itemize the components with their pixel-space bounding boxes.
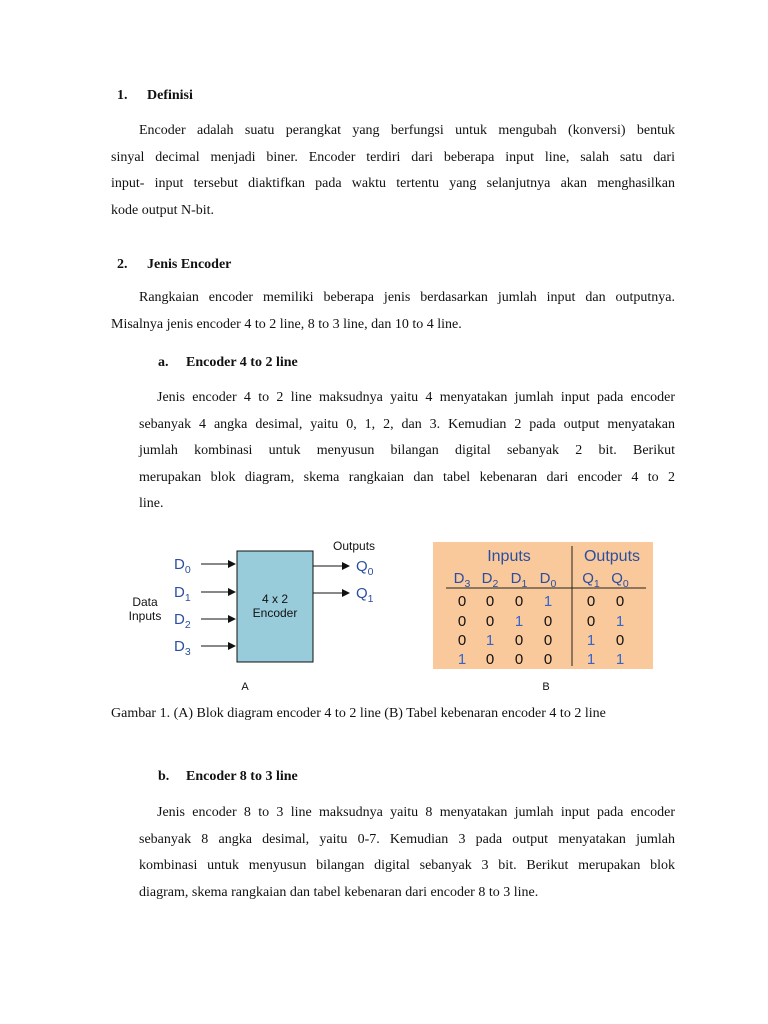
table-cell: 0	[514, 651, 524, 668]
paragraph-line: Jenis encoder 4 to 2 line maksudnya yaitu 4 menyatakan jumlah input pada encoder	[157, 390, 675, 405]
encoder-box-label: Encoder	[252, 606, 298, 620]
subsection-title: Encoder 8 to 3 line	[186, 769, 298, 784]
table-cell: 0	[457, 632, 467, 649]
paragraph-line: Jenis encoder 8 to 3 line maksudnya yaitu 8 menyatakan jumlah input pada encoder	[157, 805, 675, 820]
column-header-q1: $Q_1$	[582, 570, 600, 591]
figure-label-a: A	[241, 681, 249, 693]
table-cell: 1	[514, 613, 524, 630]
input-label-d2: $D_2$	[174, 611, 191, 632]
subsection-b-paragraph	[139, 800, 675, 906]
outputs-header: Outputs	[583, 548, 641, 565]
table-cell: 0	[514, 593, 524, 610]
table-cell: 1	[615, 613, 625, 630]
input-label-d0: $D_0$	[174, 556, 191, 577]
table-cell: 1	[457, 651, 467, 668]
table-cell: 0	[615, 593, 625, 610]
inputs-header: Inputs	[487, 548, 531, 565]
paragraph-line: diagram, skema rangkaian dan tabel kebenaran dari encoder 8 to 3 line.	[139, 884, 539, 900]
table-cell: 1	[543, 593, 553, 610]
encoder-box-label: 4 x 2	[261, 592, 289, 606]
table-cell: 0	[485, 593, 495, 610]
column-header-d3: $D_3$	[453, 570, 471, 591]
table-cell: 0	[457, 593, 467, 610]
subsection-a-heading	[158, 355, 298, 371]
output-label-q0: $Q_0$	[356, 558, 374, 579]
output-label-q1: $Q_1$	[356, 585, 374, 606]
subsection-letter: b.	[158, 769, 170, 784]
table-cell: 0	[586, 613, 596, 630]
paragraph-line: kode output N-bit.	[111, 202, 215, 218]
subsection-b-heading	[158, 769, 298, 785]
paragraph-line: Encoder adalah suatu perangkat yang berfungsi untuk mengubah (konversi) bentuk	[139, 123, 675, 138]
paragraph-line: Misalnya jenis encoder 4 to 2 line, 8 to 3 line, dan 10 to 4 line.	[111, 316, 462, 332]
section-2-paragraph	[111, 285, 675, 338]
section-title: Definisi	[147, 88, 193, 103]
table-cell: 0	[543, 613, 553, 630]
table-cell: 0	[457, 613, 467, 630]
table-cell: 1	[485, 632, 495, 649]
paragraph-line: merupakan blok diagram, skema rangkaian dan tabel kebenaran dari encoder 4 to 2	[139, 469, 675, 485]
subsection-letter: a.	[158, 355, 169, 370]
table-cell: 0	[586, 593, 596, 610]
table-cell: 0	[485, 651, 495, 668]
data-inputs-label: Data	[132, 595, 158, 609]
column-header-d0: $D_0$	[539, 570, 557, 591]
section-number: 2.	[117, 257, 128, 272]
paragraph-line: sebanyak 8 angka desimal, yaitu 0-7. Kemudian 3 pada output menyatakan jumlah	[139, 831, 675, 847]
block-diagram	[120, 536, 410, 704]
table-cell: 1	[615, 651, 625, 668]
table-cell: 0	[615, 632, 625, 649]
paragraph-line: sinyal decimal menjadi biner. Encoder terdiri dari beberapa input line, salah satu dari	[111, 149, 675, 165]
paragraph-line: sebanyak 4 angka desimal, yaitu 0, 1, 2, dan 3. Kemudian 2 pada output menyatakan	[139, 416, 675, 432]
table-cell: 1	[586, 632, 596, 649]
paragraph-line: line.	[139, 496, 164, 511]
outputs-label: Outputs	[333, 539, 376, 553]
subsection-a-paragraph	[139, 385, 675, 518]
table-cell: 0	[485, 613, 495, 630]
paragraph-line: Rangkaian encoder memiliki beberapa jenis berdasarkan jumlah input dan outputnya.	[139, 290, 675, 305]
figure-label-b: B	[542, 681, 550, 693]
table-cell: 0	[543, 651, 553, 668]
input-label-d3: $D_3$	[174, 638, 191, 659]
table-cell: 1	[586, 651, 596, 668]
input-label-d1: $D_1$	[174, 584, 191, 605]
table-cell: 0	[543, 632, 553, 649]
section-2-heading	[117, 257, 231, 273]
paragraph-line: input- input tersebut diaktifkan pada waktu tertentu yang selanjutnya akan menghasilkan	[111, 176, 675, 191]
figure-caption: Gambar 1. (A) Blok diagram encoder 4 to 2 line (B) Tabel kebenaran encoder 4 to 2 line	[111, 706, 606, 721]
truth-table	[430, 540, 660, 700]
section-number: 1.	[117, 88, 128, 103]
column-header-d2: $D_2$	[481, 570, 499, 591]
paragraph-line: kombinasi untuk menyusun bilangan digital sebanyak 3 bit. Berikut merupakan blok	[139, 858, 675, 873]
column-header-d1: $D_1$	[510, 570, 528, 591]
table-cell: 0	[514, 632, 524, 649]
data-inputs-label: Inputs	[128, 609, 162, 623]
section-1-heading	[117, 88, 193, 104]
paragraph-line: jumlah kombinasi untuk menyusun bilangan digital sebanyak 2 bit. Berikut	[139, 443, 675, 458]
subsection-title: Encoder 4 to 2 line	[186, 355, 298, 370]
column-header-q0: $Q_0$	[611, 570, 629, 591]
section-title: Jenis Encoder	[147, 257, 232, 272]
section-1-paragraph	[111, 118, 675, 224]
